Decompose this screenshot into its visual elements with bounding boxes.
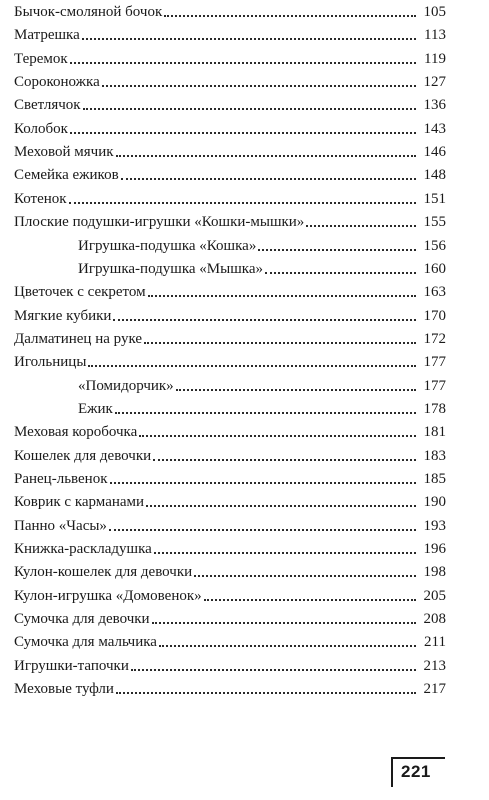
toc-entry-page: 208 (423, 611, 446, 628)
toc-entry-page: 148 (423, 167, 446, 184)
toc-subentry (78, 397, 446, 417)
toc-entry-title: Ранец-львенок (14, 471, 108, 487)
toc-subentry (78, 257, 446, 277)
toc-entry-title: Сумочка для мальчика (14, 634, 157, 651)
toc-entry-page: 172 (423, 330, 446, 347)
toc-entry (14, 0, 446, 20)
toc-entry (14, 47, 446, 67)
toc-entry-title: Игольницы (14, 354, 87, 371)
toc-dot-leader (176, 389, 416, 391)
toc-entry-title: Матрешка (14, 27, 80, 44)
toc-dot-leader (116, 155, 416, 157)
toc-entry (14, 490, 446, 510)
toc-entry (14, 23, 446, 43)
toc-entry-page: 146 (423, 144, 446, 161)
toc-entry-page: 163 (423, 284, 446, 301)
toc-dot-leader (102, 85, 416, 87)
toc-entry (14, 584, 446, 604)
toc-entry (14, 210, 446, 230)
toc-dot-leader (265, 272, 416, 274)
toc-entry-title: Колобок (14, 120, 68, 137)
toc-dot-leader (146, 505, 416, 507)
toc-entry-page: 119 (424, 50, 446, 67)
toc-entry-title: Плоские подушки-игрушки «Кошки-мышки» (14, 214, 305, 231)
toc-entry-title: Семейка ежиков (14, 167, 119, 184)
toc-dot-leader (148, 295, 416, 297)
toc-entry (14, 420, 446, 440)
toc-entry-page: 211 (424, 634, 446, 651)
toc-entry-page: 127 (423, 74, 446, 91)
toc-subentry (78, 234, 446, 254)
toc-entry-page: 156 (423, 237, 446, 254)
toc-dot-leader (116, 692, 416, 694)
toc-entry (14, 607, 446, 627)
toc-entry-title: Бычок-смоляной бочок (14, 4, 163, 20)
toc-entry-title: Игрушка-подушка «Мышка» (78, 260, 263, 277)
toc-entry (14, 140, 446, 160)
toc-entry (14, 117, 446, 137)
toc-dot-leader (153, 459, 416, 461)
toc-entry-title: Книжка-раскладушка (14, 541, 152, 558)
toc-entry (14, 560, 446, 580)
toc-entry-title: Теремок (14, 50, 68, 67)
toc-entry-page: 217 (423, 681, 446, 698)
toc-entry-title: Сороконожка (14, 74, 100, 91)
toc-entry (14, 280, 446, 300)
toc-dot-leader (144, 342, 416, 344)
toc-entry-page: 198 (423, 564, 446, 581)
toc-entry-title: Игрушка-подушка «Кошка» (78, 237, 257, 254)
toc-entry (14, 93, 446, 113)
toc-entry-page: 190 (423, 494, 446, 511)
toc-dot-leader (82, 38, 416, 40)
toc-entry-page: 170 (423, 307, 446, 324)
toc-entry (14, 163, 446, 183)
toc-dot-leader (70, 62, 416, 64)
toc-entry-title: Меховой мячик (14, 144, 114, 161)
toc-dot-leader (69, 202, 416, 204)
toc-entry (14, 350, 446, 370)
toc-entry (14, 327, 446, 347)
toc-entry-title: Кошелек для девочки (14, 447, 152, 464)
toc-dot-leader (159, 645, 416, 647)
toc-entry (14, 187, 446, 207)
toc-entry-page: 160 (423, 260, 446, 277)
toc-dot-leader (152, 622, 416, 624)
toc-dot-leader (204, 599, 416, 601)
toc-entry-title: Меховая коробочка (14, 424, 138, 441)
toc-entry-title: Мягкие кубики (14, 307, 112, 324)
toc-dot-leader (139, 435, 416, 437)
toc-dot-leader (113, 319, 416, 321)
toc-entry (14, 630, 446, 650)
toc-entry-title: Сумочка для девочки (14, 611, 150, 628)
toc-entry-title: Игрушки-тапочки (14, 657, 129, 674)
toc-dot-leader (109, 529, 416, 531)
toc-entry-page: 181 (423, 424, 446, 441)
toc-entry-title: Светлячок (14, 97, 81, 114)
toc-entry-title: Ежик (78, 400, 113, 417)
page-number-box (391, 757, 445, 787)
toc-entry (14, 514, 446, 534)
page-number: 221 (401, 762, 431, 781)
toc-entry-title: Далматинец на руке (14, 330, 143, 347)
toc-entry-page: 151 (423, 190, 446, 207)
toc-entry (14, 654, 446, 674)
toc-entry-title: Цветочек с секретом (14, 284, 146, 301)
toc-entry-page: 143 (423, 120, 446, 137)
toc-dot-leader (306, 225, 416, 227)
toc-entry-title: Коврик с карманами (14, 494, 145, 511)
toc-entry-page: 196 (423, 541, 446, 558)
toc-entry (14, 677, 446, 697)
toc-dot-leader (83, 108, 416, 110)
toc-entry-page: 178 (423, 400, 446, 417)
toc-dot-leader (258, 249, 416, 251)
toc-subentry (78, 374, 446, 394)
toc-dot-leader (131, 669, 416, 671)
toc-entry-title: Панно «Часы» (14, 517, 107, 534)
toc-entry-title: Меховые туфли (14, 681, 114, 698)
toc-dot-leader (110, 482, 416, 484)
toc-entry-title: Котенок (14, 190, 67, 207)
toc-dot-leader (194, 575, 416, 577)
toc-entry (14, 537, 446, 557)
toc-entry-page: 177 (423, 354, 446, 371)
toc-entry (14, 444, 446, 464)
toc-entry-page: 177 (423, 377, 446, 394)
toc-entry-page: 193 (423, 517, 446, 534)
toc-dot-leader (121, 178, 416, 180)
toc-entry-page: 213 (423, 657, 446, 674)
toc-entry-page: 155 (423, 214, 446, 231)
toc-dot-leader (115, 412, 416, 414)
toc-entry-page: 183 (423, 447, 446, 464)
toc-entry-page: 185 (423, 471, 446, 487)
toc-dot-leader (88, 365, 416, 367)
toc-entry-page: 105 (423, 4, 446, 20)
toc-entry-title: «Помидорчик» (78, 377, 174, 394)
toc-dot-leader (154, 552, 416, 554)
toc-entry-title: Кулон-игрушка «Домовенок» (14, 587, 202, 604)
toc-entry-page: 136 (423, 97, 446, 114)
toc-entry-page: 113 (424, 27, 446, 44)
toc-entry (14, 70, 446, 90)
toc-entry (14, 304, 446, 324)
toc-dot-leader (70, 132, 416, 134)
toc-entry-page: 205 (423, 587, 446, 604)
toc-dot-leader (164, 15, 416, 17)
toc-entry-title: Кулон-кошелек для девочки (14, 564, 193, 581)
toc-entry (14, 467, 446, 487)
